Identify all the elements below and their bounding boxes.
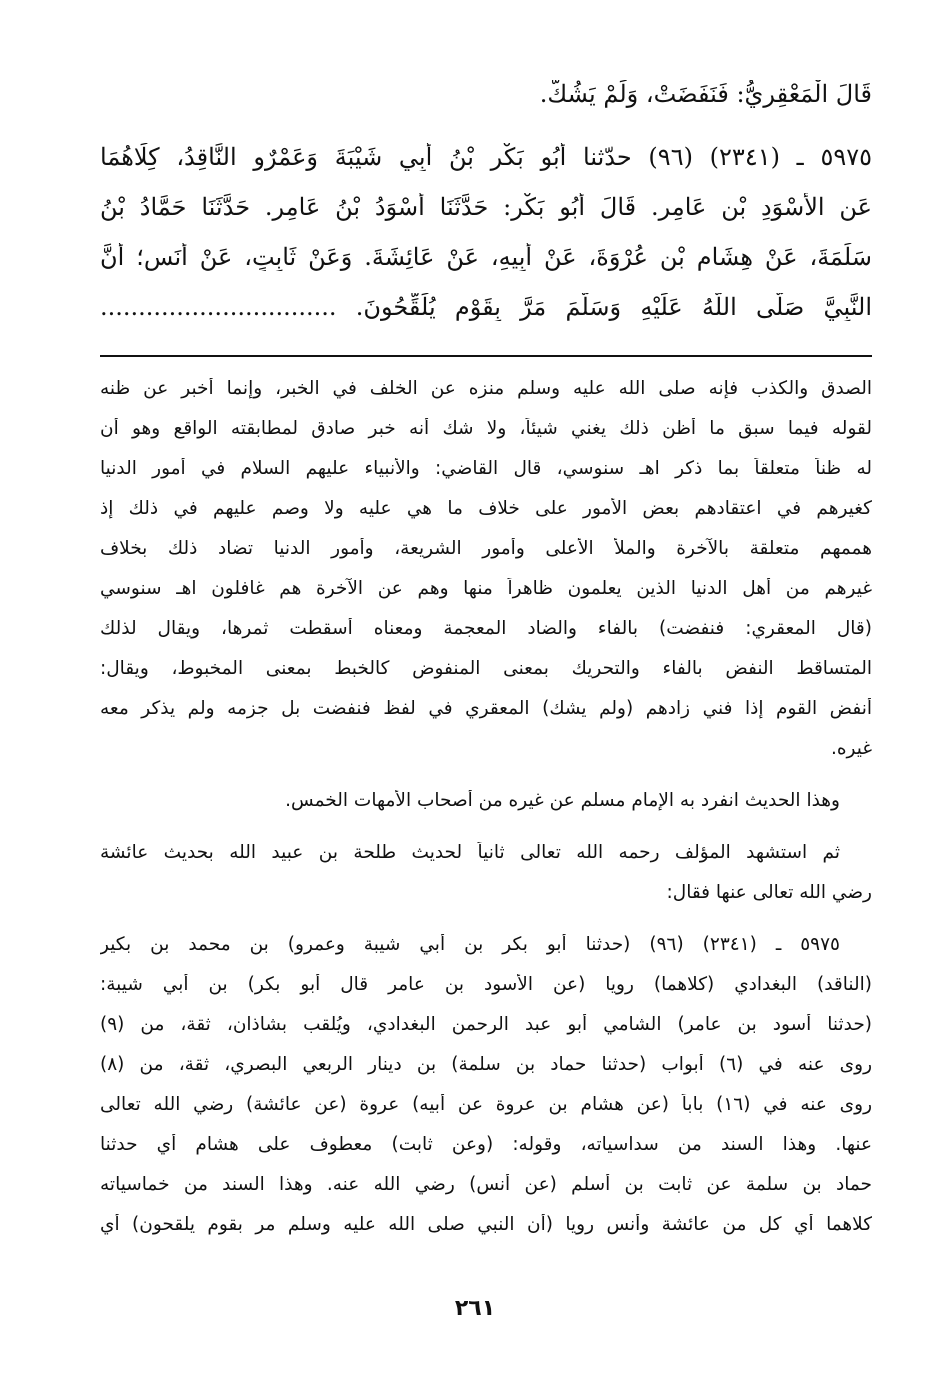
- commentary-line: روى عنه في (٦) أبواب (حدثنا حماد بن سلمة) بن دينار الربعي البصري، ثقة، من (٨): [100, 1054, 872, 1075]
- commentary-line: رضي الله تعالى عنها فقال:: [666, 882, 872, 903]
- hadith-line: عَنِ الأَسْوَدِ بْنِ عَامِرٍ. قَالَ أَبُو بَكْرٍ: حَدَّثَنَا أَسْوَدُ بْنُ عَامِرٍ. حَدَّثَنَا حَمَّادُ بْنُ: [100, 193, 872, 221]
- commentary-line: المتساقط النفض بالفاء والتحريك بمعنى المنفوض كالخبط بمعنى المخبوط، ويقال:: [100, 658, 872, 679]
- hadith-line: سَلَمَةَ، عَنْ هِشَامِ بْنِ عُرْوَةَ، عَنْ أَبِيهِ، عَنْ عَائِشَةَ. وَعَنْ ثَابِتٍ، عَنْ أَنَسٍ؛ أَنَّ: [100, 243, 872, 271]
- page-number: ٢٦١: [454, 1296, 496, 1321]
- commentary-line: له ظناً متعلقاً بما ذكر اهـ سنوسي، قال القاضي: والأنبياء عليهم السلام في أمور الدنيا: [100, 458, 872, 479]
- commentary-line: (الناقد) البغدادي (كلاهما) رويا (عن الأسود بن عامر قال أبو بكر) بن أبي شيبة:: [100, 974, 872, 995]
- commentary-line: (حدثنا أسود بن عامر) الشامي أبو عبد الرحمن البغدادي، ويُلقب بشاذان، ثقة، من (٩): [100, 1014, 872, 1035]
- footnote-divider: [100, 355, 872, 357]
- commentary-line: لقوله فيما سبق ما أظن ذلك يغني شيئاً، ولا شك أنه خبر صادق لمطابقته الواقع وهو أن: [100, 418, 872, 439]
- commentary-line: أنفض القوم إذا فني زادهم (ولم يشك) المعقري في لفظ فنفضت بل جزمه ولم يذكر معه: [100, 698, 872, 719]
- commentary-line: غيره.: [830, 738, 872, 759]
- commentary-line: هممهم متعلقة بالآخرة والملأ الأعلى وأمور الشريعة، وأمور الدنيا تضاد ذلك بخلاف: [100, 538, 872, 559]
- commentary-line: حماد بن سلمة عن ثابت بن أسلم (عن أنس) رضي الله عنه. وهذا السند من خماسياته: [100, 1174, 872, 1195]
- commentary-line: غيرهم من أهل الدنيا الذين يعلمون ظاهراً منها وهم عن الآخرة هم غافلون اهـ سنوسي: [100, 578, 872, 599]
- commentary-line: ٥٩٧٥ ـ (٢٣٤١) (٩٦) (حدثنا أبو بكر بن أبي شيبة وعمرو) بن محمد بن بكير: [100, 934, 840, 955]
- commentary-line: كغيرهم في اعتقادهم بعض الأمور على خلاف ما هي عليه ولا وصم عليهم في ذلك إذ: [100, 498, 872, 519]
- commentary-line: روى عنه في (١٦) باباً (عن هشام بن عروة عن أبيه) عروة (عن عائشة) رضي الله تعالى: [100, 1094, 872, 1115]
- hadith-line: قَالَ الْمَعْقِرِيُّ: فَنَفَضَتْ، وَلَمْ يَشُكَّ.: [539, 80, 872, 108]
- commentary-line: عنها. وهذا السند من سداسياته، وقوله: (وعن ثابت) معطوف على هشام أي حدثنا: [100, 1134, 872, 1155]
- commentary-line: وهذا الحديث انفرد به الإمام مسلم عن غيره من أصحاب الأمهات الخمس.: [285, 790, 840, 811]
- commentary-line: ثم استشهد المؤلف رحمه الله تعالى ثانياً لحديث طلحة بن عبيد الله بحديث عائشة: [100, 842, 840, 863]
- hadith-line: ٥٩٧٥ ـ (٢٣٤١) (٩٦) حدّثنا أَبُو بَكْرِ بْنُ أَبِي شَيْبَةَ وَعَمْرٌو النَّاقِدُ، كِلَاهُمَا: [100, 143, 872, 171]
- hadith-line: النَّبِيَّ صَلَّى اللَّهُ عَلَيْهِ وَسَلَّمَ مَرَّ بِقَوْمٍ يُلَقِّحُونَ. ...............................: [100, 293, 872, 321]
- commentary-line: (قال المعقري: فنفضت) بالفاء والضاد المعجمة ومعناه أسقطت ثمرها، ويقال لذلك: [100, 618, 872, 639]
- commentary-line: الصدق والكذب فإنه صلى الله عليه وسلم منزه عن الخلف في الخبر، وإنما أخبر عن ظنه: [100, 378, 872, 399]
- commentary-line: كلاهما أي كل من عائشة وأنس رويا (أن النبي صلى الله عليه وسلم مر بقوم يلقحون) أي: [100, 1214, 872, 1235]
